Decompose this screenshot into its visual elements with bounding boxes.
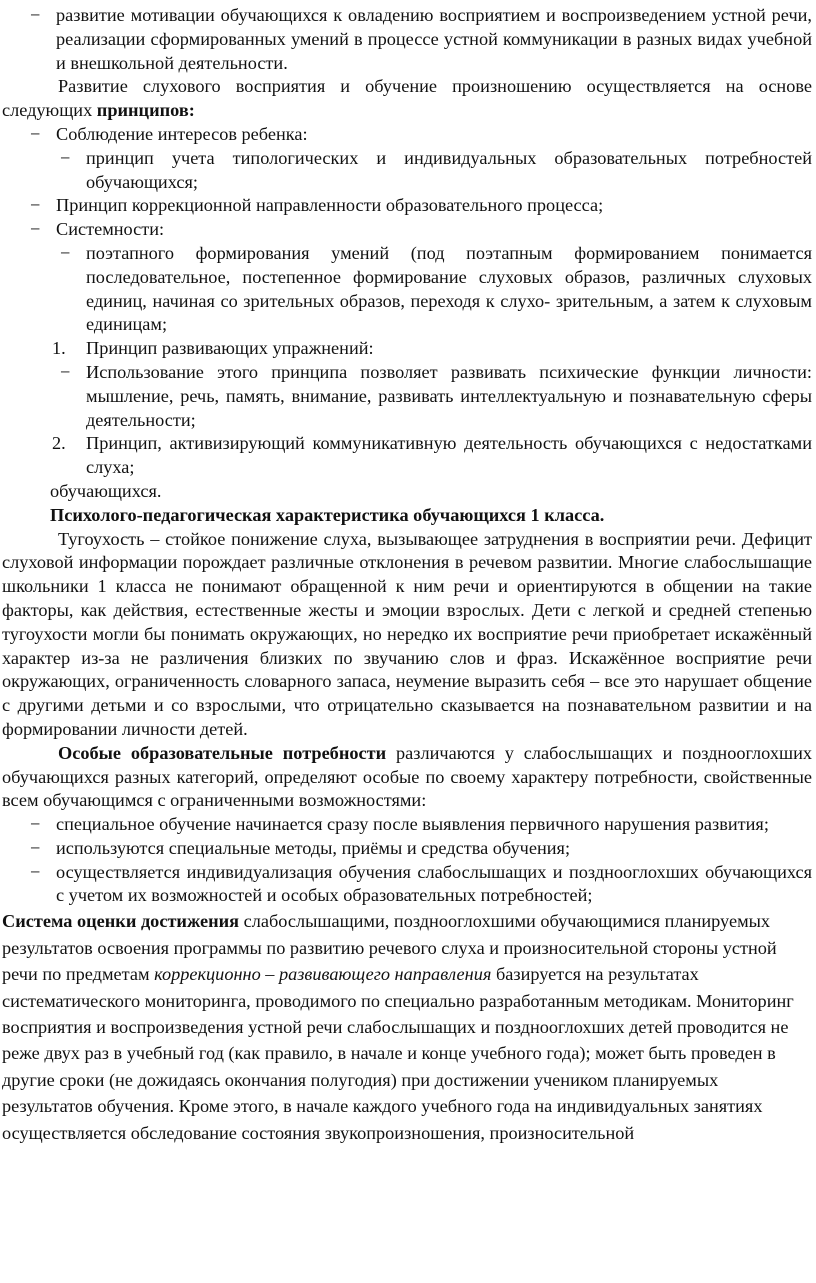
principles-intro — [2, 75, 812, 123]
paragraph-text: различаются у слабослышащих и позднооглохших обучающихся разных категорий, определяют особые по своему характеру потребности, свойственные всем обучающимся с ограниченными возможностями: — [2, 742, 813, 811]
dash-marker: − — [30, 219, 41, 240]
paragraph-text: Развитие слухового восприятия и обучение произношению осуществляется на основе следующих — [2, 76, 812, 121]
dash-marker: − — [30, 195, 41, 216]
numbered-item-developing — [2, 337, 812, 361]
list-item-text: Соблюдение интересов ребенка: — [56, 123, 308, 144]
dash-marker: − — [30, 861, 41, 882]
number-marker: 1. — [52, 338, 66, 359]
characteristics-paragraph: Тугоухость – стойкое понижение слуха, вызывающее затруднения в восприятии речи. Дефицит слуховой информации порождает различные отклонения в речевом развитии. Многие слабослышащие школьники 1 класса не понимают обращенной к ним речи и ориентируются в общении на такие факторы, как действия, естественные жесты и эмоции взрослых. Дети с легкой и средней степенью тугоухости могли бы понимать окружающих, но нередко их восприятие речи приобретает искажённый характер из-за не различения близких по звучанию слов и фраз. Искажённое восприятие речи окружающих, ограниченность словарного запаса, неумение выразить себя – все это нарушает общение с другими детьми и со взрослыми, что отрицательно сказывается на познавательном развитии и на формировании личности детей. — [2, 528, 812, 739]
section-heading: Психолого-педагогическая характеристика обучающихся 1 класса. — [50, 504, 605, 525]
list-item-text: осуществляется индивидуализация обучения слабослышащих и позднооглохших обучающихся с учетом их возможностей и особых образовательных потребностей; — [56, 861, 812, 906]
bold-text: Система оценки достижения — [2, 911, 240, 932]
list-item-text: поэтапного формирования умений (под поэтапным формированием понимается последовательное, постепенное формирование слуховых образов, различных слуховых единиц, начиная со зрительных образов, переходя к слухо- зрительным, а затем к слуховым единицам; — [86, 242, 812, 335]
list-item-text: специальное обучение начинается сразу после выявления первичного нарушения развития; — [56, 814, 769, 835]
needs-item-3 — [2, 861, 812, 909]
list-item-correction — [2, 194, 812, 218]
list-item-systemic — [2, 218, 812, 242]
needs-item-1 — [2, 813, 812, 837]
needs-item-2 — [2, 837, 812, 861]
dash-marker: − — [60, 147, 71, 168]
sublist-item-stepwise — [2, 242, 812, 337]
dash-marker: − — [60, 361, 71, 382]
number-marker: 2. — [52, 433, 66, 454]
list-item-interests — [2, 123, 812, 147]
bold-text: принципов: — [96, 100, 195, 121]
dash-marker: − — [60, 242, 71, 263]
stray-text: обучающихся. — [50, 480, 162, 501]
list-item-text: используются специальные методы, приёмы и средства обучения; — [56, 837, 571, 858]
list-item-text: принцип учета типологических и индивидуальных образовательных потребностей обучающихся; — [86, 147, 812, 192]
italic-text: коррекционно – развивающего направления — [154, 964, 492, 985]
numbered-item-activating — [2, 432, 812, 480]
list-item-text: Принцип, активизирующий коммуникативную деятельность обучающихся с недостатками слуха; — [86, 433, 812, 478]
list-item-text: развитие мотивации обучающихся к овладению восприятием и воспроизведением устной речи, реализации сформированных умений в процессе устной коммуникации в разных видах учебной и внешкольной деятельности. — [56, 5, 812, 73]
dash-marker: − — [30, 123, 41, 144]
list-item-text: Системности: — [56, 219, 165, 240]
assessment-paragraph — [2, 908, 812, 1146]
needs-paragraph — [2, 742, 812, 813]
bold-text: Особые образовательные потребности — [58, 742, 387, 763]
dash-marker: − — [30, 837, 41, 858]
list-item-text: Принцип коррекционной направленности образовательного процесса; — [56, 195, 604, 216]
list-item-text: Принцип развивающих упражнений: — [86, 338, 374, 359]
dash-marker: − — [30, 814, 41, 835]
list-item-text: Использование этого принципа позволяет развивать психические функции личности: мышление, речь, память, внимание, развивать интеллектуальную и познавательную сферы деятельности; — [86, 361, 812, 430]
paragraph-text: базируется на результатах систематического мониторинга, проводимого по специально разработанным методикам. Мониторинг восприятия и воспроизведения устной речи слабослышащих и позднооглохших детей проводится не реже двух раз в учебный год (как правило, в начале и конце учебного года); может быть проведен в другие сроки (не дожидаясь окончания полугодия) при достижении учеником планируемых результатов обучения. Кроме этого, в начале каждого учебного года на индивидуальных занятиях осуществляется обследование состояния звукопроизношения, произносительной — [2, 964, 794, 1143]
sublist-item-typological — [2, 147, 812, 195]
dash-marker: − — [30, 5, 41, 25]
list-item-motivation — [2, 4, 812, 75]
sublist-item-developing-use — [2, 361, 812, 432]
paragraph-text: слабослышащими, позднооглохшими обучающимися планируемых результатов освоения программы по развитию речевого слуха и произносительной стороны устной речи по предметам — [2, 911, 777, 985]
